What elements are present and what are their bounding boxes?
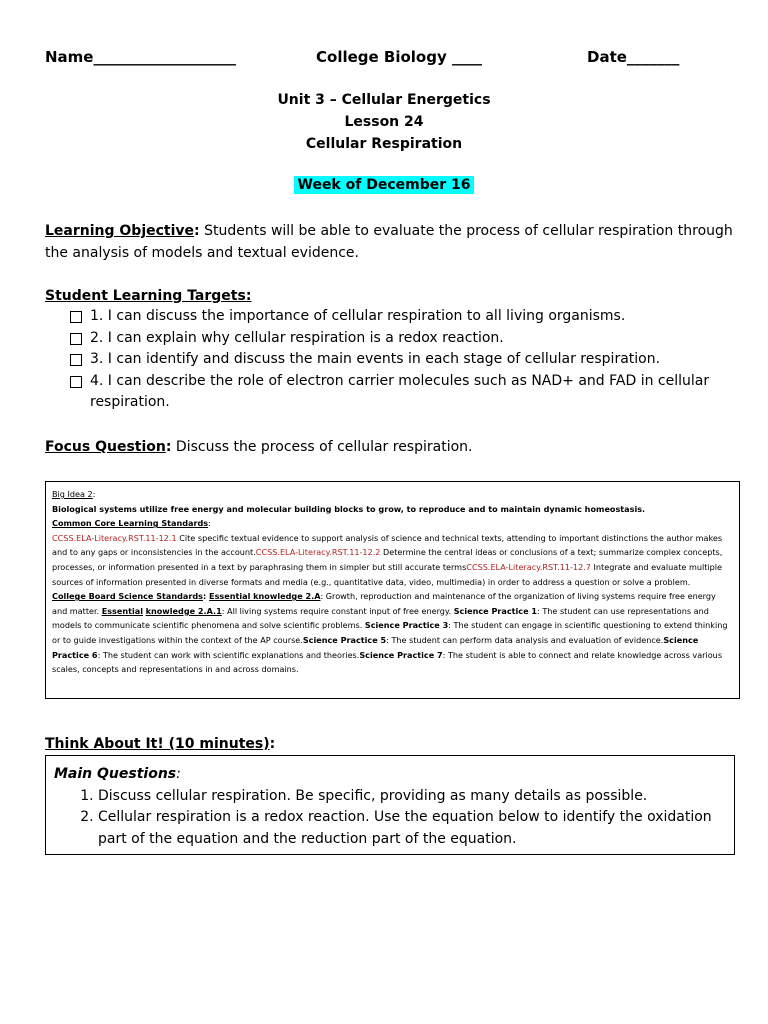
list-item: 1. Discuss cellular respiration. Be specific, providing as many details as possible. [98,786,726,808]
checkbox-icon[interactable] [70,333,82,345]
lesson-title: Lesson 24 [344,114,424,130]
list-item: 2. I can explain why cellular respiration is a redox reaction. [70,328,730,350]
think-about-it: Think About It! (10 minutes): [45,736,276,752]
focus-text: Discuss the process of cellular respiration. [171,439,473,455]
checkbox-icon[interactable] [70,376,82,388]
list-item: 2. Cellular respiration is a redox reaction. Use the equation below to identify the oxidation part of the equation and the reduction part of the equation. [98,807,726,850]
list-item: 4. I can describe the role of electron carrier molecules such as NAD+ and FAD in cellular respiration. [70,371,730,414]
big-idea-label: Big Idea 2 [52,489,93,499]
big-idea-text: Biological systems utilize free energy and molecular building blocks to grow, to reproduce and to maintain dynamic homeostasis. [52,503,646,514]
checkbox-icon[interactable] [70,311,82,323]
main-questions-box: Main Questions: 1. Discuss cellular respiration. Be specific, providing as many details as possible. 2. Cellular respiration is a redox reaction. Use the equation below to identify the oxidation part of the equation and the reduction part of the equation. [45,755,735,855]
focus-question: Focus Question: Discuss the process of cellular respiration. [45,439,473,455]
learning-targets-list [70,306,730,414]
course-line: College Biology ____ [316,48,482,66]
focus-label: Focus Question [45,439,166,455]
week-label: Week of December 16 [294,176,475,194]
unit-title: Unit 3 – Cellular Energetics [277,92,491,108]
think-label: Think About It! (10 minutes) [45,736,270,752]
objective-label: Learning Objective [45,223,195,239]
topic-title: Cellular Respiration [305,136,463,152]
learning-objective: Learning Objective: Students will be able to evaluate the process of cellular respiration through the analysis of models and textual evidence. [45,223,733,261]
college-board-standards: College Board Science Standards: Essential knowledge 2.A: Growth, reproduction and maintenance of the organization of living systems require free energy and matter. Essential knowledge 2.A.1: All living systems require constant input of free energy. Science Practice 1: The student can use representations and models to communicate scientific phenomena and solve scientific problems. Science Practice 3: The student can engage in scientific questioning to extend thinking or to guide investigations within the context of the AP course.Science Practice 5: The student can perform data analysis and evaluation of evidence.Science Practice 6: The student can work with scientific explanations and theories.Science Practice 7: The student is able to connect and relate knowledge across various scales, concepts and representations in and across domains. [52,591,728,675]
list-item: 3. I can identify and discuss the main events in each stage of cellular respiration. [70,349,730,371]
targets-label: Student Learning Targets: [45,288,252,304]
date-line: Date_______ [587,48,680,66]
ccls-label: Common Core Learning Standards [52,518,209,529]
main-questions-label: Main Questions [54,766,177,782]
ccls-standards: CCSS.ELA-Literacy.RST.11-12.1 Cite specific textual evidence to support analysis of science and technical texts, attending to important distinctions the author makes and to any gaps or inconsistencies in the account.CCSS.ELA-Literacy.RST.11-12.2 Determine the central ideas or conclusions of a text; summarize complex concepts, processes, or information presented in a text by paraphrasing them in simpler but still accurate termsCCSS.ELA-Literacy.RST.11-12.7 Integrate and evaluate multiple sources of information presented in diverse formats and media (e.g., quantitative data, video, multimedia) in order to address a question or solve a problem. [52,532,723,587]
objective-text: Students will be able to evaluate the process of cellular respiration through the analysis of models and textual evidence. [45,223,733,261]
main-questions-list [54,786,726,851]
list-item: 1. I can discuss the importance of cellular respiration to all living organisms. [70,306,730,328]
standards-box: Big Idea 2: Biological systems utilize free energy and molecular building blocks to grow, to reproduce and to maintain dynamic homeostasis. Common Core Learning Standards: CCSS.ELA-Literacy.RST.11-12.1 Cite specific textual evidence to support analysis of science and technical texts, attending to important distinctions the author makes and to any gaps or inconsistencies in the account.CCSS.ELA-Literacy.RST.11-12.2 Determine the central ideas or conclusions of a text; summarize complex concepts, processes, or information presented in a text by paraphrasing them in simpler but still accurate termsCCSS.ELA-Literacy.RST.11-12.7 Integrate and evaluate multiple sources of information presented in diverse formats and media (e.g., quantitative data, video, multimedia) in order to address a question or solve a problem. College Board Science Standards: Essential knowledge 2.A: Growth, reproduction and maintenance of the organization of living systems require free energy and matter. Essential knowledge 2.A.1: All living systems require constant input of free energy. Science Practice 1: The student can use representations and models to communicate scientific phenomena and solve scientific problems. Science Practice 3: The student can engage in scientific questioning to extend thinking or to guide investigations within the context of the AP course.Science Practice 5: The student can perform data analysis and evaluation of evidence.Science Practice 6: The student can work with scientific explanations and theories.Science Practice 7: The student is able to connect and relate knowledge across various scales, concepts and representations in and across domains. [45,481,740,699]
checkbox-icon[interactable] [70,354,82,366]
name-line: Name___________________ [45,48,236,66]
